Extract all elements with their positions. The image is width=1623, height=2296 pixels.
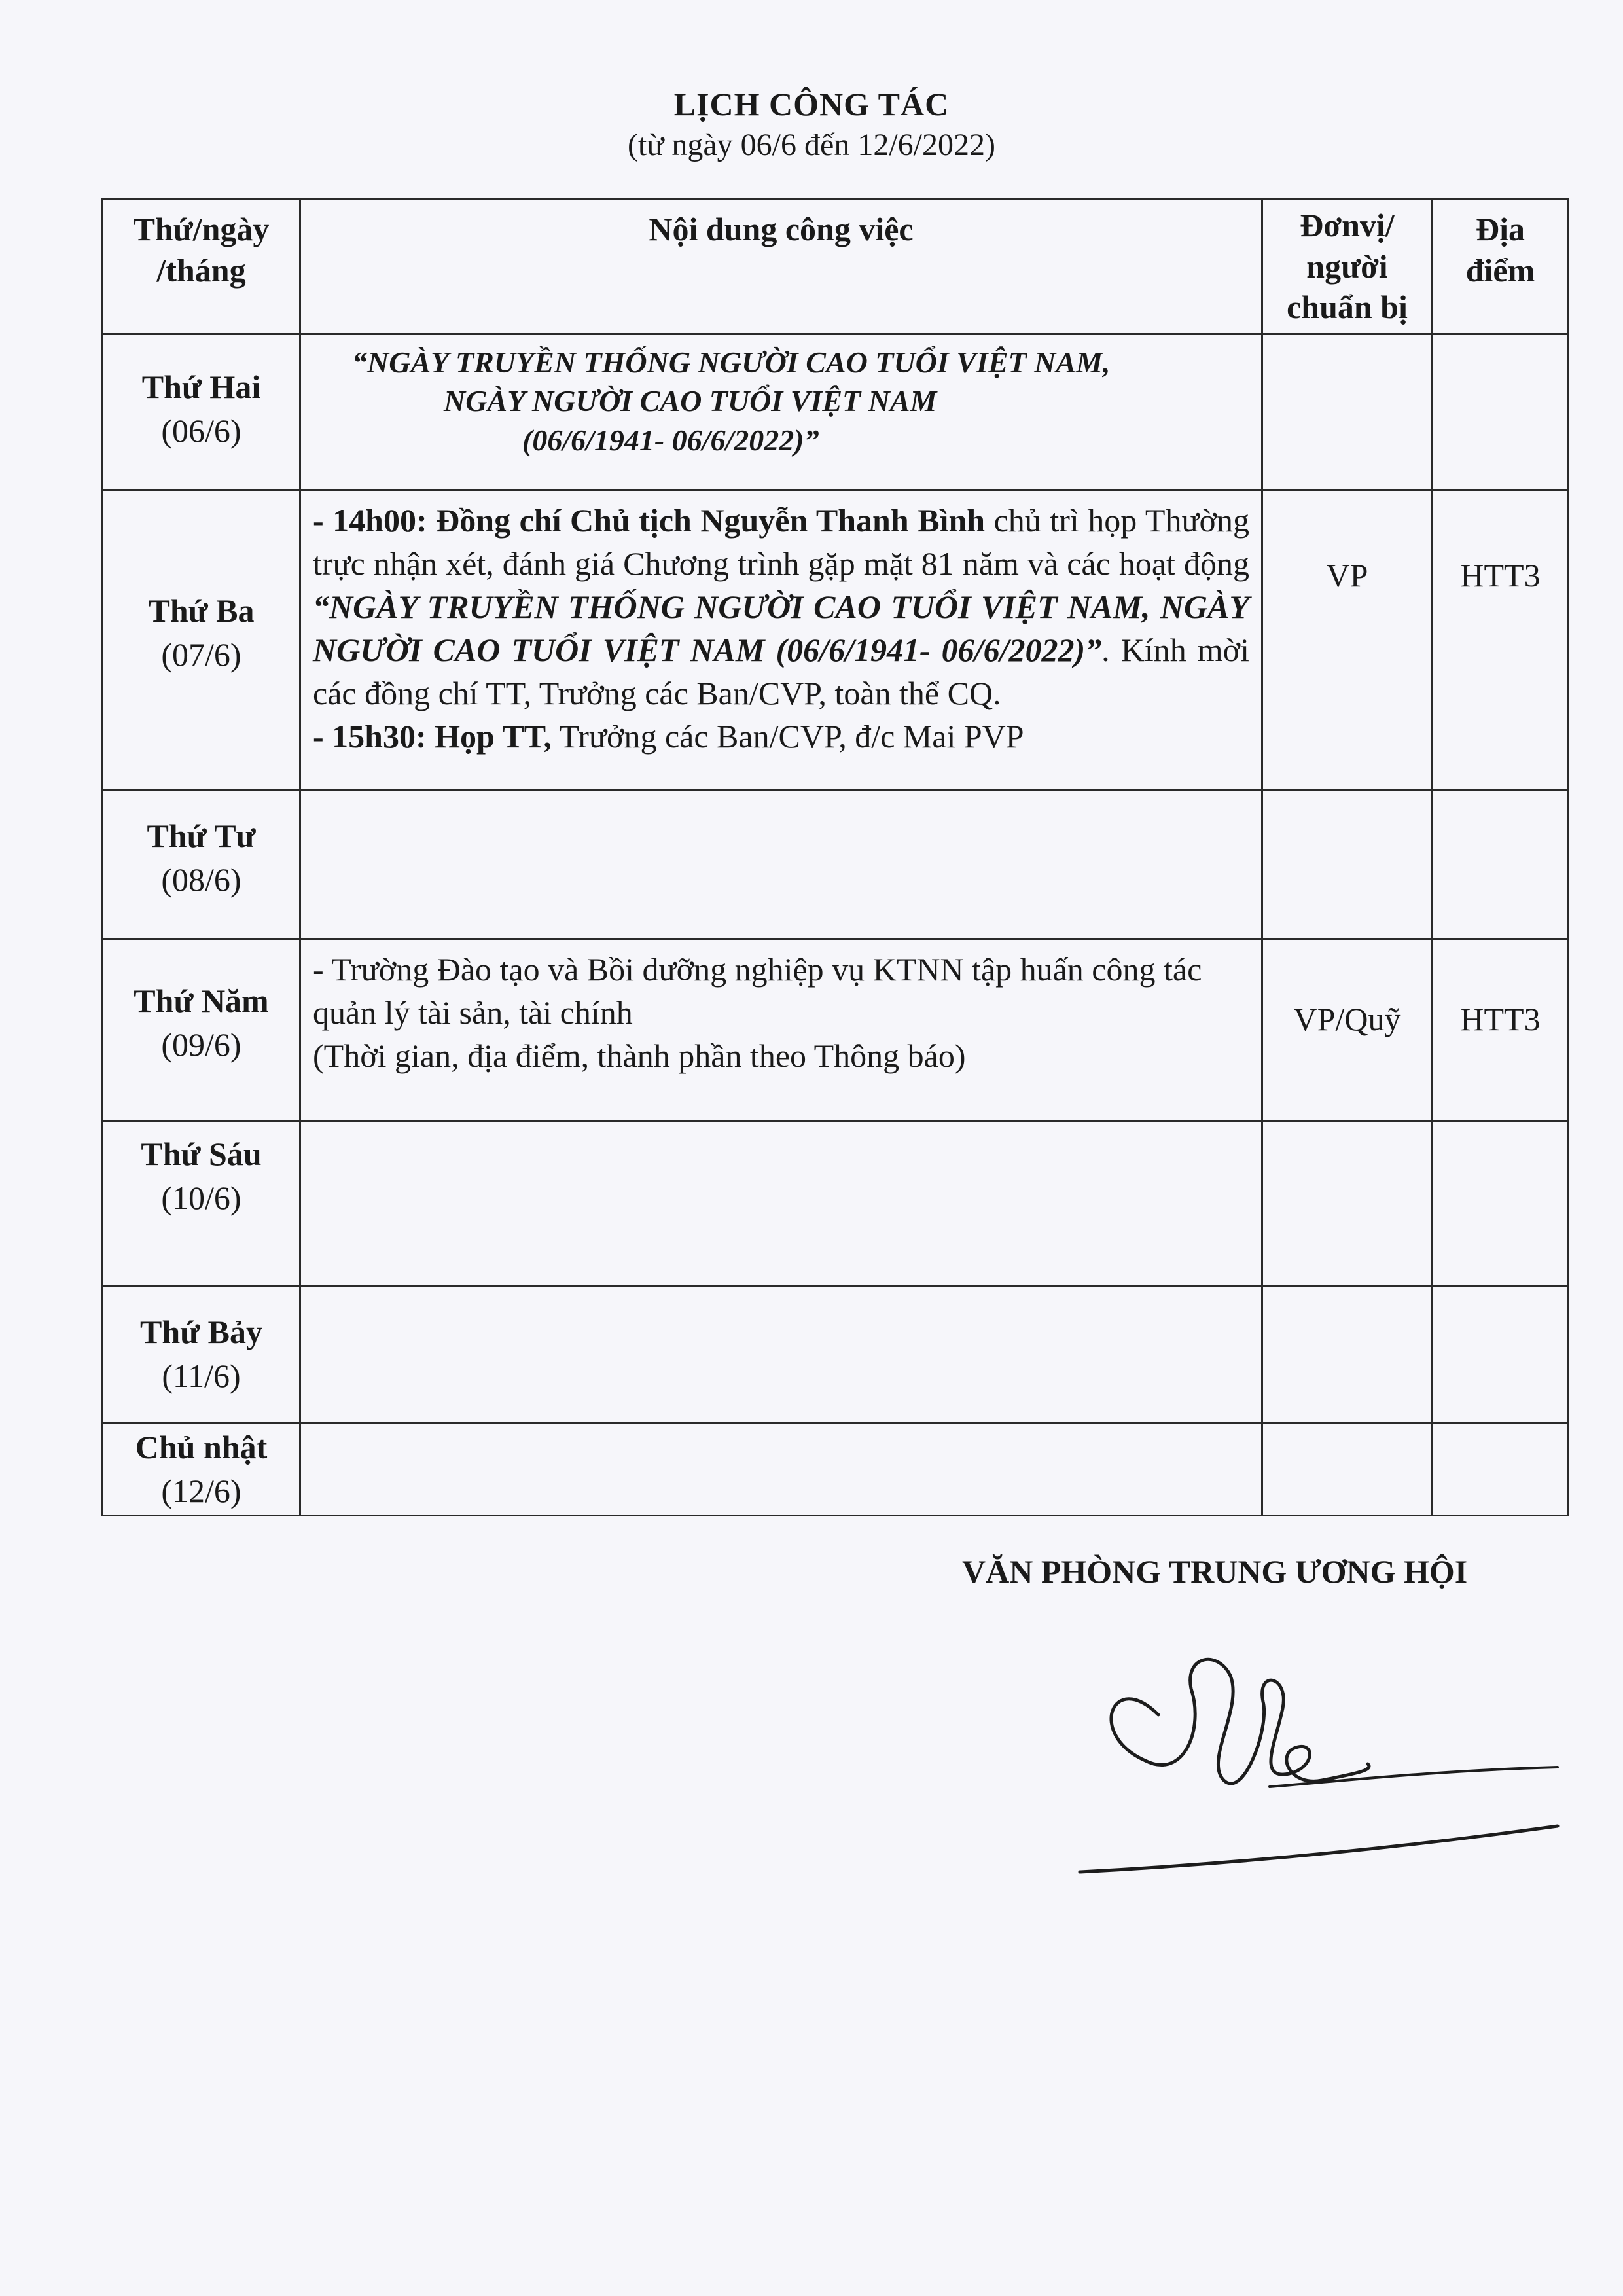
day-cell (103, 939, 300, 1121)
day-cell (103, 789, 300, 939)
day-date: (10/6) (161, 1179, 241, 1216)
day-name: Thứ Bảy (139, 1313, 262, 1350)
unit-cell: VP/Quỹ (1262, 939, 1433, 1121)
place-cell (1433, 1285, 1569, 1423)
place-cell: HTT3 (1433, 939, 1569, 1121)
place-cell (1433, 1121, 1569, 1285)
banner-line-1: “NGÀY TRUYỀN THỐNG NGƯỜI CAO TUỔI VIỆT NAM, (352, 345, 1111, 379)
training-item: - Trường Đào tạo và Bồi dưỡng nghiệp vụ KTNN tập huấn công tác quản lý tài sản, tài chính (313, 950, 1202, 1031)
content-cell (300, 1121, 1262, 1285)
document-subtitle: (từ ngày 06/6 đến 12/6/2022) (628, 128, 995, 162)
place-cell (1433, 1423, 1569, 1515)
day-name: Thứ Ba (148, 592, 255, 629)
place-cell: HTT3 (1433, 490, 1569, 789)
table-row-sunday (103, 1423, 1569, 1515)
day-date: (06/6) (161, 412, 241, 449)
document-header (0, 85, 1623, 163)
unit-cell (1262, 334, 1433, 490)
day-name: Thứ Sáu (141, 1135, 262, 1172)
col-header-unit: Đơnvị/ người chuẩn bị (1262, 199, 1433, 334)
item-event-title: “NGÀY TRUYỀN THỐNG NGƯỜI CAO TUỔI VIỆT NAM, NGÀY NGƯỜI CAO TUỔI VIỆT NAM (06/6/1941- 06/6/2022)” (313, 588, 1249, 668)
day-name: Thứ Năm (134, 982, 269, 1019)
item-time: - 15h30: Họp TT, (313, 717, 552, 755)
unit-cell (1262, 789, 1433, 939)
table-row-wednesday (103, 789, 1569, 939)
content-cell (300, 490, 1262, 789)
day-name: Chủ nhật (135, 1428, 268, 1465)
table-row-monday (103, 334, 1569, 490)
training-note: (Thời gian, địa điểm, thành phần theo Thông báo) (313, 1037, 966, 1074)
banner-line-3: (06/6/1941- 06/6/2022)” (522, 423, 819, 457)
col-header-content: Nội dung công việc (300, 199, 1262, 334)
unit-cell (1262, 1121, 1433, 1285)
item-time: - 14h00: Đồng chí Chủ tịch Nguyễn Thanh Bình (313, 501, 986, 539)
unit-cell (1262, 1423, 1433, 1515)
commemoration-banner (313, 343, 1249, 460)
day-date: (08/6) (161, 861, 241, 898)
item-text: chủ trì họp Thường trực nhận xét, đánh giá Chương trình gặp mặt 81 năm và các hoạt động (313, 501, 1250, 582)
table-header-row (103, 199, 1569, 334)
unit-cell: VP (1262, 490, 1433, 789)
item-text-end: . Kính mời các đồng chí TT, Trưởng các Ban/CVP, toàn thể CQ. (313, 631, 1249, 711)
schedule-table (101, 198, 1569, 1516)
day-name: Thứ Hai (141, 368, 261, 405)
meeting-item-2 (313, 715, 1249, 758)
table-row-thursday (103, 939, 1569, 1121)
table-row-saturday (103, 1285, 1569, 1423)
col-header-place: Địa điểm (1433, 199, 1569, 334)
issuing-office: VĂN PHÒNG TRUNG ƯƠNG HỘI (962, 1553, 1468, 1590)
content-cell (300, 1423, 1262, 1515)
day-name: Thứ Tư (147, 817, 256, 854)
place-cell (1433, 334, 1569, 490)
content-cell (300, 1285, 1262, 1423)
col-header-day: Thứ/ngày /tháng (103, 199, 300, 334)
content-cell (300, 334, 1262, 490)
banner-line-2: NGÀY NGƯỜI CAO TUỔI VIỆT NAM (444, 384, 937, 418)
content-cell (300, 789, 1262, 939)
day-date: (07/6) (161, 636, 241, 673)
document-title: LỊCH CÔNG TÁC (673, 86, 950, 122)
day-cell (103, 1121, 300, 1285)
meeting-item-1 (313, 499, 1249, 715)
day-date: (11/6) (162, 1357, 241, 1394)
content-cell (300, 939, 1262, 1121)
day-cell (103, 1285, 300, 1423)
table-row-friday (103, 1121, 1569, 1285)
day-cell (103, 1423, 300, 1515)
day-date: (09/6) (161, 1026, 241, 1063)
day-cell (103, 334, 300, 490)
unit-cell (1262, 1285, 1433, 1423)
signature-image (1073, 1630, 1571, 1898)
table-row-tuesday (103, 490, 1569, 789)
place-cell (1433, 789, 1569, 939)
item-text: Trưởng các Ban/CVP, đ/c Mai PVP (551, 717, 1024, 755)
day-date: (12/6) (161, 1473, 241, 1509)
day-cell (103, 490, 300, 789)
